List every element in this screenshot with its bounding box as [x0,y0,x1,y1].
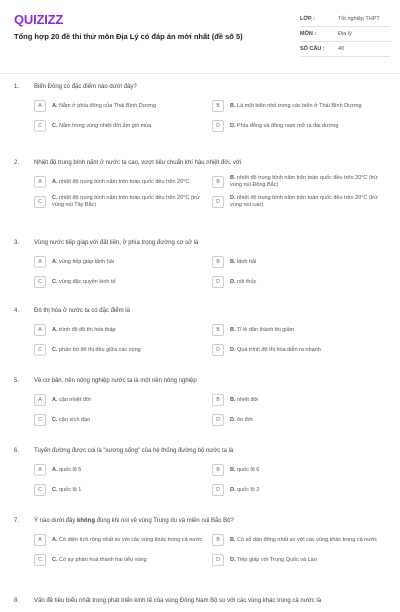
option-text: C. Nằm trong vùng nhiệt đới ẩm gió mùa [52,122,152,129]
options [34,532,384,572]
option-text: B. nhiệt độ trung bình năm trên toàn quốc đều trên 20°C (trừ vùng núi Đông Bắc) [230,175,378,188]
option-b[interactable] [212,532,384,548]
question [0,78,400,154]
meta-value: 40 [338,46,345,52]
option-text: D. quốc lộ 2 [230,486,260,493]
option-letter: A [34,256,46,268]
question-text: Biển Đông có đặc điểm nào dưới đây? [34,84,137,90]
option-text: D. nhiệt độ trung bình năm trên toàn quốc đều trên 20°C (trừ vùng núi cao) [230,195,378,208]
option-c[interactable] [34,412,206,428]
option-text: B. Tỉ lệ dân thành thị giảm [230,326,295,333]
option-text: D. Phía đông và đông nam mở ra đại dương [230,122,339,129]
question-text: Nhiệt độ trung bình năm ở nước ta cao, vượt tiêu chuẩn khí hậu nhiệt đới, với [34,160,242,166]
option-a[interactable] [34,532,206,548]
option-text: D. nội thủy [230,278,257,285]
question-text: Vấn đề tiêu biểu nhất trong phát triển kinh tế của vùng Đông Nam Bộ so với các vùng khác trong cả nước là [34,598,322,604]
question [0,512,400,592]
question [0,154,400,234]
question-number: 1. [14,84,20,90]
option-text: C. phân bố đô thị đều giữa các vùng [52,346,141,353]
meta-row-class [300,12,390,27]
options [34,322,384,362]
options [34,174,384,214]
option-text: B. quốc lộ 6 [230,466,260,473]
page-title: Tổng hợp 20 đề thi thử môn Địa Lý có đáp án mới nhất (đề số 5) [14,32,243,41]
header-divider [0,73,400,74]
question-number: 8. [14,598,20,604]
option-b[interactable] [212,174,384,190]
option-text: C. nhiệt độ trung bình năm trên toàn quốc đều trên 20°C (trừ vùng núi Tây Bắc) [52,195,200,208]
meta-label: MÔN : [300,31,317,37]
option-letter: D [212,196,224,208]
question-number: 3. [14,240,20,246]
option-letter: C [34,120,46,132]
option-letter: A [34,464,46,476]
option-letter: A [34,324,46,336]
option-a[interactable] [34,322,206,338]
options [34,254,384,294]
option-text: B. Có số dân đông nhất so với các vùng khác trong cả nước [230,536,378,543]
header [0,0,400,64]
option-d[interactable] [212,482,384,498]
option-text: A. trình độ đô thị hóa thấp [52,326,116,333]
option-a[interactable] [34,174,206,190]
option-text: C. cận xích đạo [52,416,91,423]
question-number: 2. [14,160,20,166]
option-letter: D [212,344,224,356]
logo: QUIZIZZ [14,12,64,27]
option-d[interactable] [212,118,384,134]
question-number: 7. [14,518,20,524]
option-text: D. Tiếp giáp với Trung Quốc và Lào [230,556,317,563]
option-text: B. lãnh hải [230,258,257,265]
question-text: Tuyến đường được coi là "xương sống" của hệ thống đường bộ nước ta là [34,448,234,454]
option-c[interactable] [34,274,206,290]
option-letter: B [212,394,224,406]
option-c[interactable] [34,194,206,210]
question [0,592,400,612]
option-b[interactable] [212,392,384,408]
option-letter: B [212,464,224,476]
option-letter: C [34,554,46,566]
option-letter: D [212,554,224,566]
option-letter: C [34,414,46,426]
option-b[interactable] [212,322,384,338]
option-d[interactable] [212,194,384,210]
question [0,234,400,302]
option-a[interactable] [34,98,206,114]
option-letter: A [34,394,46,406]
option-letter: D [212,484,224,496]
option-text: A. Nằm ở phía đông của Thái Bình Dương [52,102,157,109]
option-letter: B [212,100,224,112]
option-letter: C [34,344,46,356]
options [34,392,384,432]
option-letter: A [34,176,46,188]
question-number: 5. [14,378,20,384]
option-letter: A [34,534,46,546]
option-a[interactable] [34,392,206,408]
question [0,372,400,442]
meta-value: Tốt nghiệp THPT [338,16,380,22]
option-c[interactable] [34,118,206,134]
option-letter: D [212,276,224,288]
option-b[interactable] [212,254,384,270]
option-letter: C [34,276,46,288]
meta-label: LỚP : [300,16,315,22]
meta-value: Địa lý [338,31,352,37]
meta-row-subject [300,27,390,42]
option-d[interactable] [212,274,384,290]
option-text: B. Là một biển nhỏ trong các biển ở Thái Bình Dương [230,102,362,109]
option-text: A. quốc lộ 5 [52,466,82,473]
option-text: C. vùng đặc quyền kinh tế [52,278,116,285]
options [34,98,384,138]
question-text: Ý nào dưới đây không đúng khi nói về vùng Trung du và miền núi Bắc Bộ? [34,518,234,524]
option-c[interactable] [34,342,206,358]
option-c[interactable] [34,552,206,568]
meta-info [300,12,390,57]
option-text: A. Có diện tích rộng nhất so với các vùng khác trong cả nước [52,536,203,543]
option-text: C. Có sự phân hoá thành hai tiểu vùng [52,556,147,563]
option-text: B. nhiệt đới [230,396,259,403]
option-letter: C [34,484,46,496]
option-d[interactable] [212,552,384,568]
option-letter: B [212,176,224,188]
meta-row-count [300,42,390,57]
option-letter: D [212,414,224,426]
question-text: Vùng nước tiếp giáp với đất liền, ở phía trong đường cơ sở là [34,240,199,246]
option-b[interactable] [212,98,384,114]
option-text: A. cận nhiệt đới [52,396,91,403]
option-text: A. vùng tiếp giáp lãnh hải [52,258,115,265]
option-d[interactable] [212,412,384,428]
question [0,302,400,372]
question-number: 4. [14,308,20,314]
option-letter: B [212,534,224,546]
option-c[interactable] [34,482,206,498]
option-text: D. ôn đới [230,416,253,423]
option-text: C. quốc lộ 1 [52,486,82,493]
option-a[interactable] [34,254,206,270]
option-letter: C [34,196,46,208]
option-letter: A [34,100,46,112]
question-number: 6. [14,448,20,454]
option-d[interactable] [212,342,384,358]
question [0,442,400,512]
questions-list [0,78,400,612]
options [34,462,384,502]
option-letter: B [212,256,224,268]
option-letter: D [212,120,224,132]
option-text: A. nhiệt độ trung bình năm trên toàn quốc đều trên 20°C [52,178,190,185]
option-a[interactable] [34,462,206,478]
option-b[interactable] [212,462,384,478]
option-letter: B [212,324,224,336]
meta-label: SỐ CÂU : [300,46,325,52]
option-text: D. Quá trình đô thị hóa diễn ra nhanh [230,346,321,353]
question-text: Đô thị hóa ở nước ta có đặc điểm là [34,308,130,314]
question-text: Về cơ bản, nền nông nghiệp nước ta là một nền nông nghiệp [34,378,197,384]
